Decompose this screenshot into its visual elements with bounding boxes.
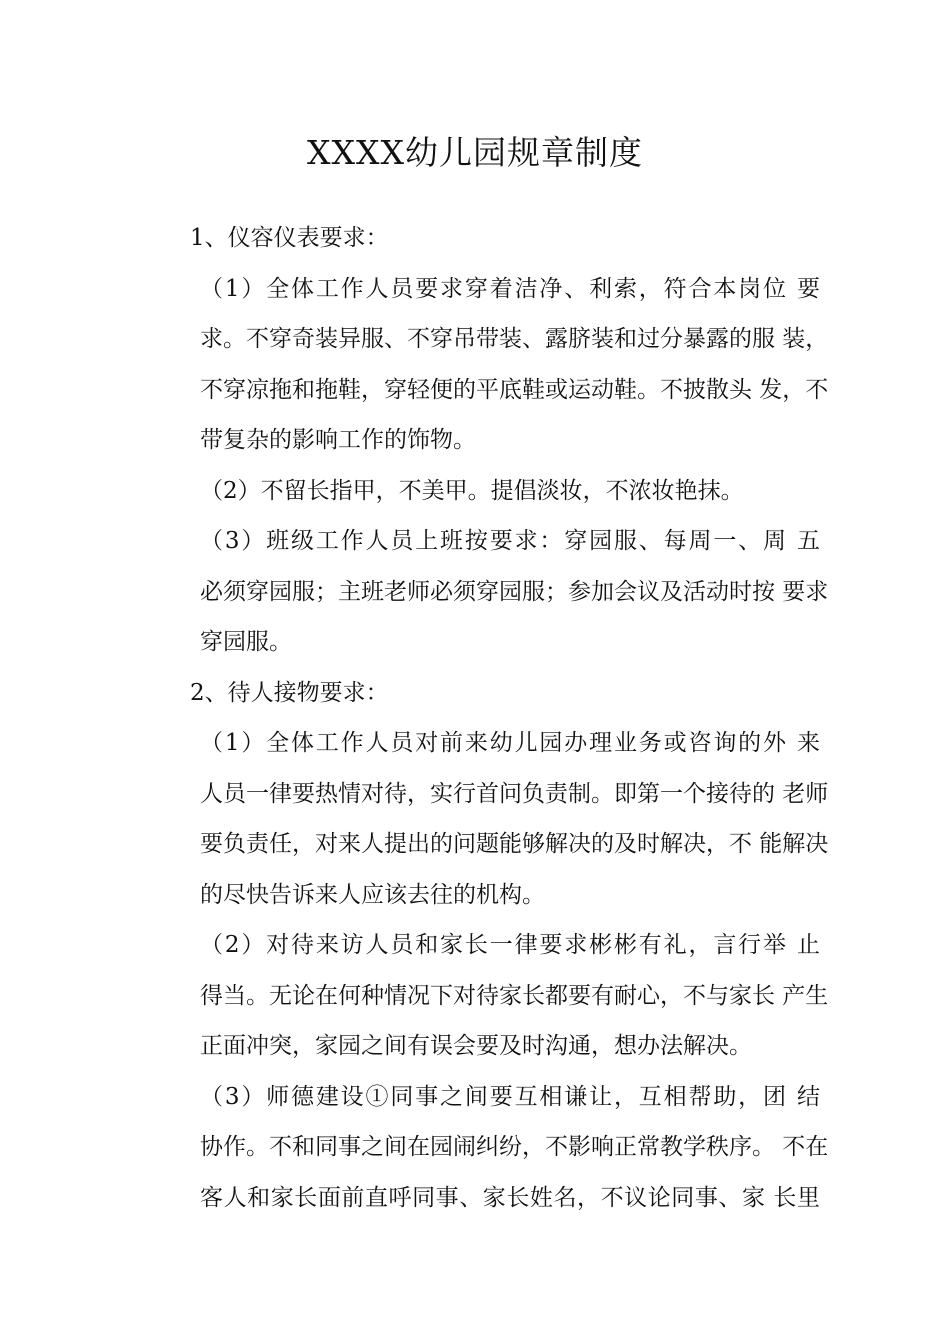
text-line: 不穿凉拖和拖鞋，穿轻便的平底鞋或运动鞋。不披散头 发，不 — [200, 376, 829, 403]
section-heading-reception — [140, 668, 820, 719]
section-heading-dress-code — [140, 213, 820, 264]
text-line: 的尽快告诉来人应该去往的机构。 — [200, 881, 545, 908]
text-line: 求。不穿奇装异服、不穿吊带装、露脐装和过分暴露的服 装， — [200, 326, 829, 352]
text-line: （1）全体工作人员要求穿着洁净、利索，符合本岗位 要 — [200, 275, 820, 302]
text-line: 客人和家长面前直呼同事、家长姓名，不议论同事、家 长里 — [200, 1184, 820, 1211]
text-line: 得当。无论在何种情况下对待家长都要有耐心，不与家长 产生 — [200, 982, 829, 1009]
text-line: 要负责任，对来人提出的问题能够解决的及时解决，不 能解决 — [200, 831, 829, 857]
text-line: 必须穿园服；主班老师必须穿园服；参加会议及活动时按 要求 — [200, 578, 829, 605]
text-line: 协作。不和同事之间在园闹纠纷，不影响正常教学秩序。 不在 — [200, 1134, 829, 1160]
text-line: 正面冲突，家园之间有误会要及时沟通，想办法解决。 — [200, 1033, 752, 1059]
text-line: （3）班级工作人员上班按要求：穿园服、每周一、周 五 — [200, 528, 820, 554]
paragraph-dress-rule-3 — [140, 516, 829, 668]
text-line: （3）师德建设①同事之间要互相谦让，互相帮助，团 结 — [200, 1083, 820, 1110]
document-body — [140, 213, 829, 1223]
paragraph-dress-rule-2 — [140, 466, 820, 517]
paragraph-reception-rule-3 — [140, 1072, 829, 1224]
text-line: 带复杂的影响工作的饰物。 — [200, 427, 476, 453]
text-line: 人员一律要热情对待，实行首问负责制。即第一个接待的 老师 — [200, 780, 829, 807]
paragraph-reception-rule-2 — [140, 920, 829, 1072]
paragraph-reception-rule-1 — [140, 718, 829, 920]
text-line: （2）对待来访人员和家长一律要求彬彬有礼，言行举 止 — [200, 932, 820, 958]
text-line: 1、仪容仪表要求： — [190, 225, 389, 251]
text-line: 穿园服。 — [200, 629, 292, 655]
document-title: XXXX幼儿园规章制度 — [307, 133, 643, 172]
text-line: （2）不留长指甲，不美甲。提倡淡妆，不浓妆艳抹。 — [200, 477, 744, 504]
text-line: 2、待人接物要求： — [190, 679, 389, 706]
text-line: （1）全体工作人员对前来幼儿园办理业务或咨询的外 来 — [200, 730, 820, 756]
paragraph-dress-rule-1 — [140, 264, 829, 466]
